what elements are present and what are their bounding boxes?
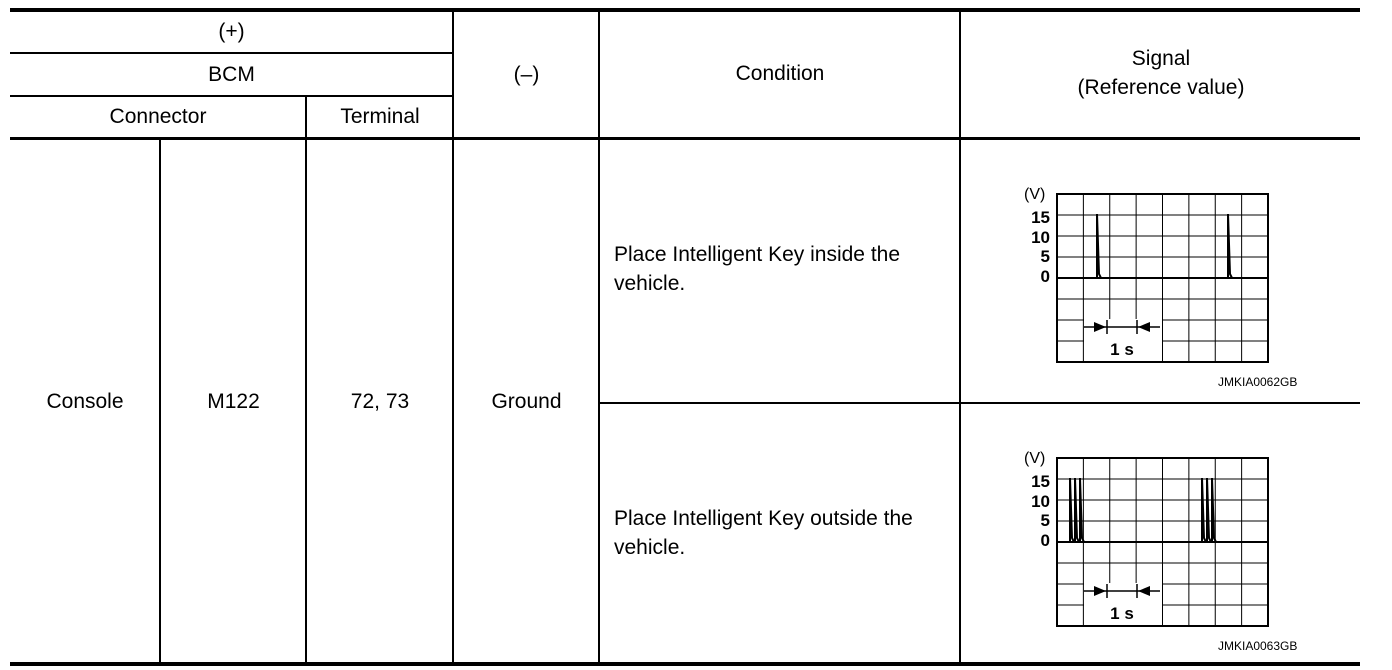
time-label: 1 s	[1110, 604, 1134, 623]
condition-inside: Place Intelligent Key inside the vehicle.	[614, 243, 901, 295]
figure-id-inside: JMKIA0062GB	[1218, 375, 1298, 389]
header-divider-1	[10, 52, 453, 54]
y-tick-0: 0	[1040, 267, 1050, 286]
y-unit-label: (V)	[1024, 450, 1046, 467]
header-divider-2	[10, 95, 453, 97]
header-terminal: Terminal	[340, 105, 420, 128]
header-bcm: BCM	[208, 63, 255, 86]
y-tick-10: 10	[1031, 228, 1050, 247]
pulse-group-1	[1095, 214, 1101, 278]
pulse-group-2	[1200, 478, 1216, 542]
y-tick-15: 15	[1031, 472, 1050, 491]
y-tick-15: 15	[1031, 208, 1050, 227]
cell-terminal: 72, 73	[350, 390, 410, 413]
cell-minus: Ground	[491, 390, 562, 413]
header-signal-line1: Signal	[1131, 47, 1191, 70]
pulse-group-2	[1226, 214, 1232, 278]
header-plus: (+)	[218, 20, 245, 43]
figure-id-outside: JMKIA0063GB	[1218, 639, 1298, 653]
row-divider	[598, 402, 1360, 404]
header-bottom-border	[10, 137, 1360, 140]
time-label: 1 s	[1110, 340, 1134, 359]
y-tick-5: 5	[1040, 247, 1050, 266]
header-connector: Connector	[109, 105, 207, 128]
header-condition: Condition	[735, 62, 825, 85]
header-signal-line2: (Reference value)	[1077, 76, 1245, 99]
table-top-border	[10, 8, 1360, 12]
oscilloscope-graph-outside	[1020, 446, 1272, 628]
y-tick-5: 5	[1040, 511, 1050, 530]
y-tick-10: 10	[1031, 492, 1050, 511]
col-divider-terminal	[305, 96, 307, 663]
pulse-group-1	[1068, 478, 1084, 542]
col-divider-signal	[959, 12, 961, 663]
y-tick-0: 0	[1040, 531, 1050, 550]
signal-figure-inside	[1020, 182, 1272, 364]
cell-location: Console	[46, 390, 124, 413]
col-divider-condition	[598, 12, 600, 663]
condition-outside: Place Intelligent Key outside the vehicle.	[614, 507, 913, 559]
signal-figure-outside	[1020, 446, 1272, 628]
header-minus: (–)	[513, 63, 540, 86]
table-bottom-border	[10, 662, 1360, 666]
y-unit-label: (V)	[1024, 186, 1046, 203]
oscilloscope-graph-inside	[1020, 182, 1272, 364]
cell-connector: M122	[207, 390, 260, 413]
